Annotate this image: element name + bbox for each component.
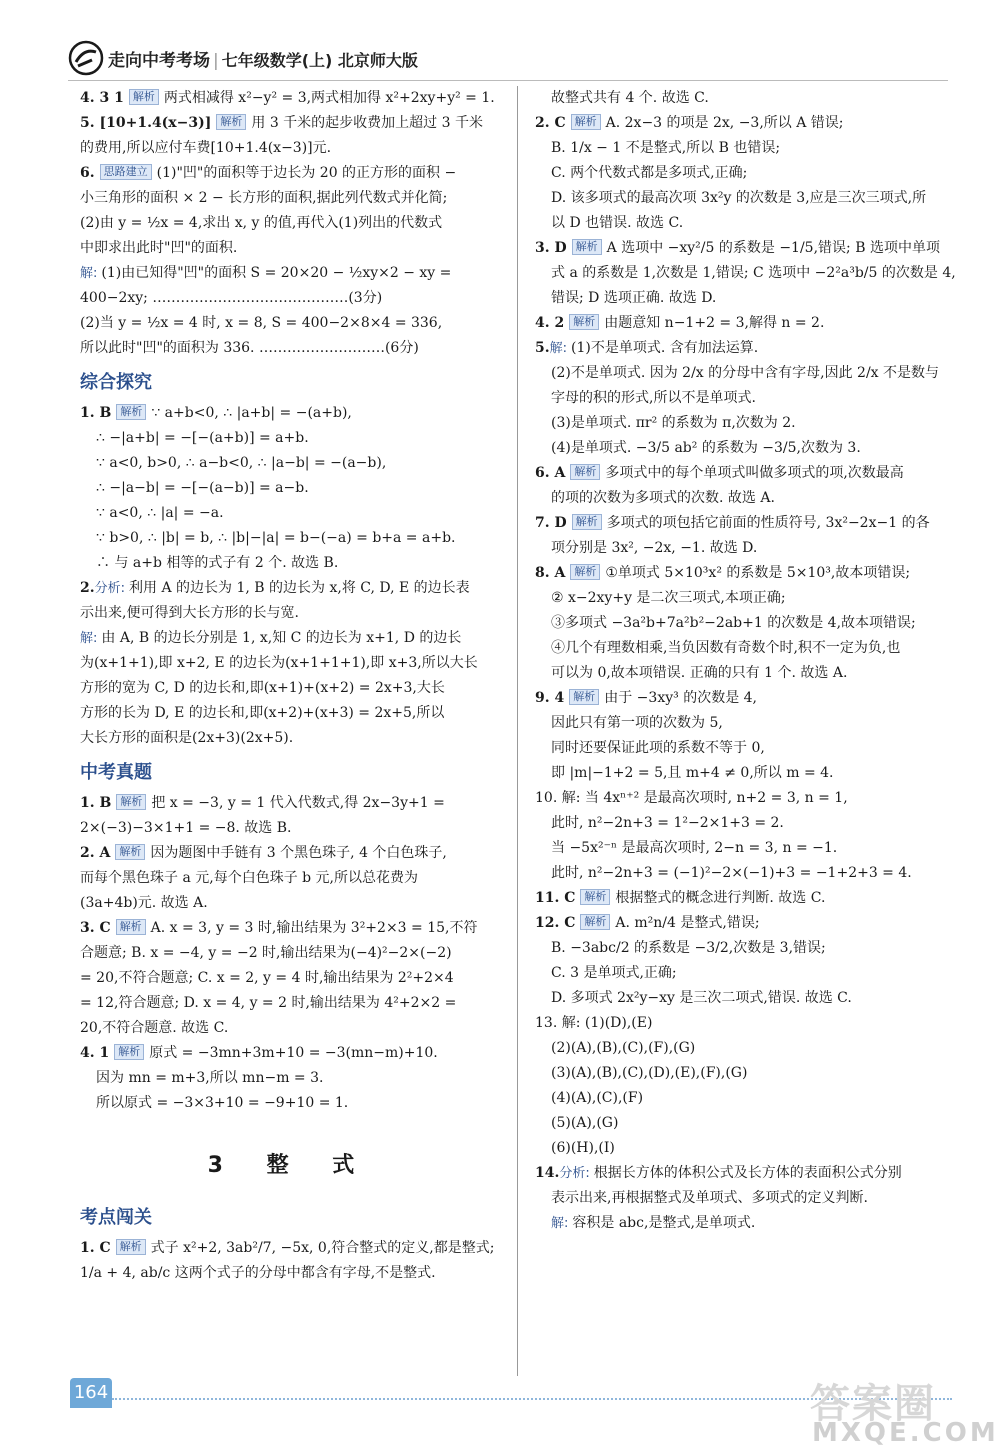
left-column xyxy=(80,86,500,1286)
answer-line: 6. 思路建立 (1)"凹"的面积等于边长为 20 的正方形的面积 − xyxy=(80,165,457,181)
answer-line: 式 a 的系数是 1,次数是 1,错误; C 选项中 −2²a³b/5 的次数是 4, xyxy=(551,265,956,281)
answer-line: (3)(A),(B),(C),(D),(E),(F),(G) xyxy=(551,1065,748,1081)
answer-line: 11. C 解析 根据整式的概念进行判断. 故选 C. xyxy=(535,890,826,906)
right-column xyxy=(535,86,960,1236)
answer-line: 4. 3 1 解析 两式相减得 x²−y² = 3,两式相加得 x²+2xy+y² = 1. xyxy=(80,90,495,106)
answer-line: 2.分析: 利用 A 的边长为 1, B 的边长为 x,将 C, D, E 的边长表 xyxy=(80,580,470,596)
book-subtitle: 七年级数学(上) 北京师大版 xyxy=(221,51,418,70)
answer-line: 5. [10+1.4(x−3)] 解析 用 3 千米的起步收费加上超过 3 千米 xyxy=(80,115,483,131)
brand-title: 走向中考考场 | 七年级数学(上) 北京师大版 xyxy=(108,51,418,71)
answer-line: 合题意; B. x = −4, y = −2 时,输出结果为(−4)²−2×(−2) xyxy=(80,945,452,961)
answer-line: 1/a + 4, ab/c 这两个式子的分母中都含有字母,不是整式. xyxy=(80,1265,436,1281)
answer-line: 而每个黑色珠子 a 元,每个白色珠子 b 元,所以总花费为 xyxy=(80,870,419,886)
answer-line: ④几个有理数相乘,当负因数有奇数个时,积不一定为负,也 xyxy=(551,640,901,656)
answer-line: (5)(A),(G) xyxy=(551,1115,619,1131)
answer-line: 当 −5x²⁻ⁿ 是最高次项时, 2−n = 3, n = −1. xyxy=(551,840,838,856)
answer-line: 9. 4 解析 由于 −3xy³ 的次数是 4, xyxy=(535,690,757,706)
answer-line: 字母的积的形式,所以不是单项式. xyxy=(551,390,756,406)
answer-line: 7. D 解析 多项式的项包括它前面的性质符号, 3x²−2x−1 的各 xyxy=(535,515,930,531)
answer-line: 的项的次数为多项式的次数. 故选 A. xyxy=(551,490,775,506)
answer-line: (3)是单项式. πr² 的系数为 π,次数为 2. xyxy=(551,415,796,431)
chapter-title: 3 整 式 xyxy=(207,1153,373,1178)
answer-line: 解: 容积是 abc,是整式,是单项式. xyxy=(551,1215,756,1231)
watermark-url: MXQE.COM xyxy=(812,1418,999,1448)
answer-line: ∵ a<0, b>0, ∴ a−b<0, ∴ |a−b| = −(a−b), xyxy=(96,455,387,471)
answer-line: 因此只有第一项的次数为 5, xyxy=(551,715,723,731)
answer-line: C. 两个代数式都是多项式,正确; xyxy=(551,165,748,181)
answer-line: 示出来,便可得到大长方形的长与宽. xyxy=(80,605,299,621)
answer-line: 1. B 解析 把 x = −3, y = 1 代入代数式,得 2x−3y+1 = xyxy=(80,795,445,811)
header-rule xyxy=(68,80,948,81)
page-header xyxy=(68,40,948,76)
answer-line: 的费用,所以应付车费[10+1.4(x−3)]元. xyxy=(80,140,332,156)
answer-line: (2)由 y = ½x = 4,求出 x, y 的值,再代入(1)列出的代数式 xyxy=(80,215,443,231)
answer-line: 12. C 解析 A. m²n/4 是整式,错误; xyxy=(535,915,760,931)
answer-line: 1. B 解析 ∵ a+b<0, ∴ |a+b| = −(a+b), xyxy=(80,405,352,421)
answer-line: = 20,不符合题意; C. x = 2, y = 4 时,输出结果为 2²+2×4 xyxy=(80,970,454,986)
section-heading: 综合探究 xyxy=(80,372,152,393)
watermark-logo: 答案圈 xyxy=(810,1381,936,1427)
answer-line: 4. 1 解析 原式 = −3mn+3m+10 = −3(mn−m)+10. xyxy=(80,1045,438,1061)
section-heading: 考点闯关 xyxy=(80,1207,152,1228)
answer-line: (2)不是单项式. 因为 2/x 的分母中含有字母,因此 2/x 不是数与 xyxy=(551,365,940,381)
answer-line: ∴ −|a+b| = −[−(a+b)] = a+b. xyxy=(96,430,309,446)
answer-line: 所以此时"凹"的面积为 336. ………………………(6分) xyxy=(80,340,419,356)
answer-line: 方形的长为 D, E 的边长和,即(x+2)+(x+3) = 2x+5,所以 xyxy=(80,705,445,721)
answer-line: 4. 2 解析 由题意知 n−1+2 = 3,解得 n = 2. xyxy=(535,315,825,331)
answer-line: 中即求出此时"凹"的面积. xyxy=(80,240,238,256)
answer-line: 可以为 0,故本项错误. 正确的只有 1 个. 故选 A. xyxy=(551,665,848,681)
answer-line: 3. C 解析 A. x = 3, y = 3 时,输出结果为 3²+2×3 = 15,不符 xyxy=(80,920,478,936)
answer-line: B. 1/x − 1 不是整式,所以 B 也错误; xyxy=(551,140,781,156)
answer-line: D. 多项式 2x²y−xy 是三次二项式,错误. 故选 C. xyxy=(551,990,852,1006)
page-number: 164 xyxy=(70,1378,112,1408)
book-logo-icon xyxy=(68,40,104,76)
answer-line: (4)(A),(C),(F) xyxy=(551,1090,644,1106)
answer-line: 因为 mn = m+3,所以 mn−m = 3. xyxy=(96,1070,324,1086)
answer-line: D. 该多项式的最高次项 3x²y 的次数是 3,应是三次三项式,所 xyxy=(551,190,927,206)
answer-line: (4)是单项式. −3/5 ab² 的系数为 −3/5,次数为 3. xyxy=(551,440,861,456)
answer-line: 2. C 解析 A. 2x−3 的项是 2x, −3,所以 A 错误; xyxy=(535,115,844,131)
answer-line: C. 3 是单项式,正确; xyxy=(551,965,677,981)
answer-line: 此时, n²−2n+3 = 1²−2×1+3 = 2. xyxy=(551,815,784,831)
answer-line: 错误; D 选项正确. 故选 D. xyxy=(551,290,717,306)
answer-line: 小三角形的面积 × 2 − 长方形的面积,据此列代数式并化简; xyxy=(80,190,448,206)
column-divider xyxy=(517,86,518,1376)
answer-line: 2×(−3)−3×1+1 = −8. 故选 B. xyxy=(80,820,292,836)
answer-line: 表示出来,再根据整式及单项式、多项式的定义判断. xyxy=(551,1190,868,1206)
answer-line: 同时还要保证此项的系数不等于 0, xyxy=(551,740,765,756)
answer-line: 14.分析: 根据长方体的体积公式及长方体的表面积公式分别 xyxy=(535,1165,902,1181)
answer-line: (6)(H),(I) xyxy=(551,1140,615,1156)
answer-line: (2)(A),(B),(C),(F),(G) xyxy=(551,1040,696,1056)
answer-line: 即 |m|−1+2 = 5,且 m+4 ≠ 0,所以 m = 4. xyxy=(551,765,834,781)
answer-line: = 12,符合题意; D. x = 4, y = 2 时,输出结果为 4²+2×2 = xyxy=(80,995,457,1011)
answer-line: 以 D 也错误. 故选 C. xyxy=(551,215,684,231)
answer-line: 3. D 解析 A 选项中 −xy²/5 的系数是 −1/5,错误; B 选项中单项 xyxy=(535,240,940,256)
answer-line: 13. 解: (1)(D),(E) xyxy=(535,1015,653,1031)
answer-line: (2)当 y = ½x = 4 时, x = 8, S = 400−2×8×4 = 336, xyxy=(80,315,443,331)
answer-line: 为(x+1+1),即 x+2, E 的边长为(x+1+1+1),即 x+3,所以大长 xyxy=(80,655,478,671)
answer-line: 解: (1)由已知得"凹"的面积 S = 20×20 − ½xy×2 − xy = xyxy=(80,265,452,281)
section-heading: 中考真题 xyxy=(80,762,152,783)
answer-line: (3a+4b)元. 故选 A. xyxy=(80,895,208,911)
answer-line: 6. A 解析 多项式中的每个单项式叫做多项式的项,次数最高 xyxy=(535,465,904,481)
brand-name: 走向中考考场 xyxy=(108,51,210,71)
answer-line: 2. A 解析 因为题图中手链有 3 个黑色珠子, 4 个白色珠子, xyxy=(80,845,447,861)
answer-line: 5.解: (1)不是单项式. 含有加法运算. xyxy=(535,340,759,356)
answer-line: ∵ b>0, ∴ |b| = b, ∴ |b|−|a| = b−(−a) = b+a = a+b. xyxy=(96,530,456,546)
answer-line: 400−2xy; ……………………………………(3分) xyxy=(80,290,383,306)
answer-line: 20,不符合题意. 故选 C. xyxy=(80,1020,229,1036)
answer-line: ③多项式 −3a²b+7a²b²−2ab+1 的次数是 4,故本项错误; xyxy=(551,615,916,631)
answer-line: 大长方形的面积是(2x+3)(2x+5). xyxy=(80,730,294,746)
answer-line: 故整式共有 4 个. 故选 C. xyxy=(551,90,709,106)
answer-line: 方形的宽为 C, D 的边长和,即(x+1)+(x+2) = 2x+3,大长 xyxy=(80,680,445,696)
answer-line: ② x−2xy+y 是二次三项式,本项正确; xyxy=(551,590,786,606)
answer-line: 项分别是 3x², −2x, −1. 故选 D. xyxy=(551,540,758,556)
answer-line: ∴ −|a−b| = −[−(a−b)] = a−b. xyxy=(96,480,309,496)
answer-line: B. −3abc/2 的系数是 −3/2,次数是 3,错误; xyxy=(551,940,826,956)
answer-line: 解: 由 A, B 的边长分别是 1, x,知 C 的边长为 x+1, D 的边长 xyxy=(80,630,462,646)
answer-line: 此时, n²−2n+3 = (−1)²−2×(−1)+3 = −1+2+3 = 4. xyxy=(551,865,912,881)
answer-line: ∴ 与 a+b 相等的式子有 2 个. 故选 B. xyxy=(96,555,339,571)
answer-line: 10. 解: 当 4xⁿ⁺² 是最高次项时, n+2 = 3, n = 1, xyxy=(535,790,848,806)
answer-line: ∵ a<0, ∴ |a| = −a. xyxy=(96,505,224,521)
answer-line: 1. C 解析 式子 x²+2, 3ab²/7, −5x, 0,符合整式的定义,都是整式; xyxy=(80,1240,495,1256)
answer-line: 8. A 解析 ①单项式 5×10³x² 的系数是 5×10³,故本项错误; xyxy=(535,565,911,581)
answer-line: 所以原式 = −3×3+10 = −9+10 = 1. xyxy=(96,1095,349,1111)
